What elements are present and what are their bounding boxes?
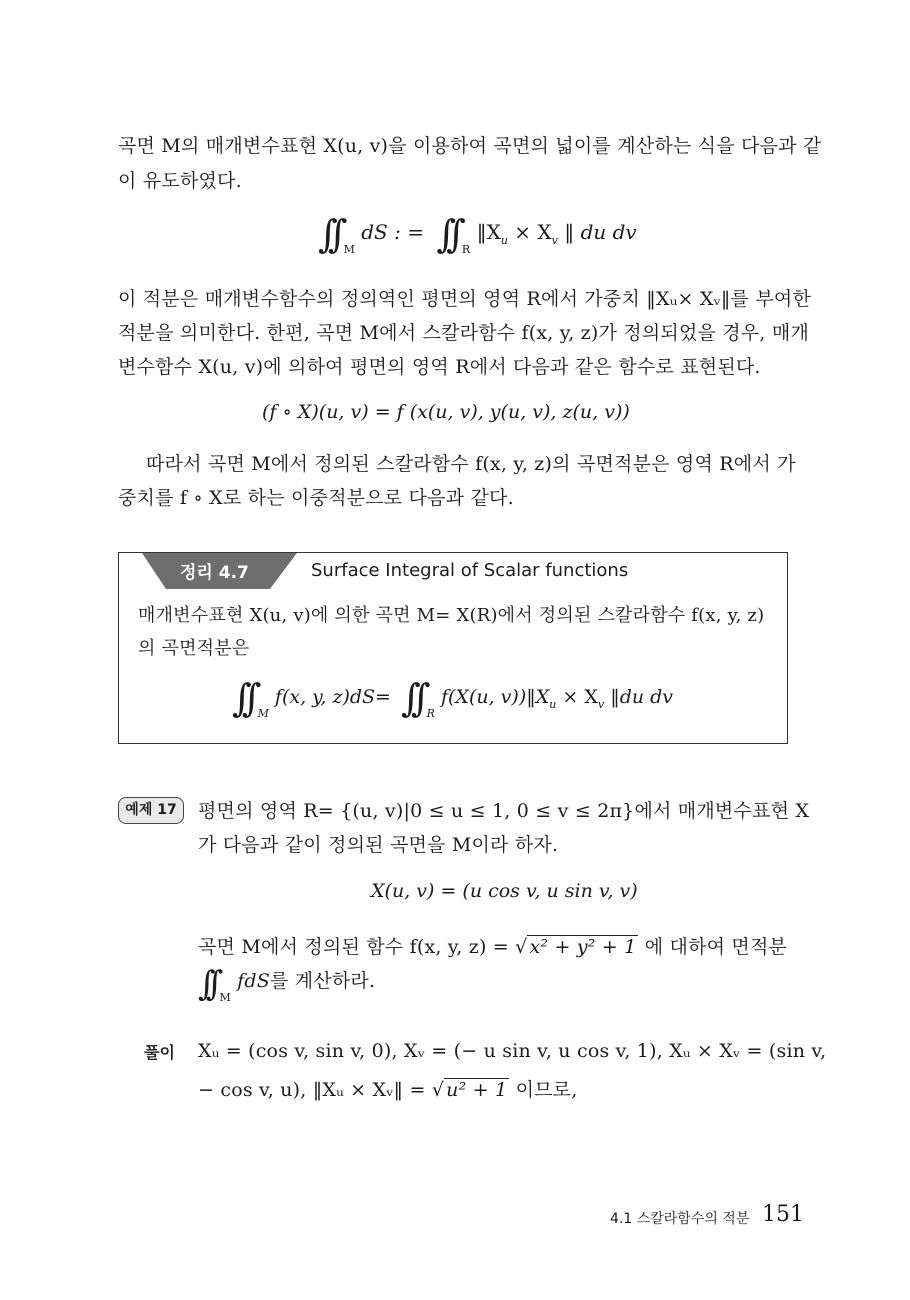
example-line-4-suffix: 를 계산하라. — [269, 970, 376, 992]
integral-subscript: R — [426, 707, 435, 720]
theorem-title: Surface Integral of Scalar functions — [311, 560, 629, 581]
theorem-equation — [232, 676, 673, 720]
cross-product: × X — [562, 686, 598, 708]
example-line-2: 가 다음과 같이 정의된 곡면을 M이라 하자. — [198, 834, 559, 856]
paragraph-3-line-2: 중치를 f ∘ X로 하는 이중적분으로 다음과 같다. — [118, 487, 514, 509]
paragraph-1-line-1: 곡면 M의 매개변수표현 X(u, v)을 이용하여 곡면의 넓이를 계산하는 식을 다음과 같 — [118, 135, 822, 157]
double-integral-symbol: ∫∫ — [401, 676, 421, 720]
double-integral-symbol: ∫∫ — [318, 212, 338, 256]
double-integral-symbol: ∫∫ — [436, 212, 456, 256]
double-integral-symbol: ∫∫ — [198, 964, 214, 1004]
integral-subscript: M — [219, 991, 231, 1004]
subscript-u: u — [549, 697, 557, 711]
integral-subscript: M — [257, 707, 269, 720]
paragraph-2-line-2: 적분을 의미한다. 한편, 곡면 M에서 스칼라함수 f(x, y, z)가 정의되었을 경우, 매개 — [118, 322, 809, 344]
example-line-3-suffix: 에 대하여 면적분 — [644, 936, 788, 958]
solution-line-1: Xᵤ = (cos v, sin v, 0), Xᵥ = (− u sin v, u cos v, 1), Xᵤ × Xᵥ = (sin v, — [198, 1040, 827, 1062]
solution-label: 풀이 — [144, 1043, 175, 1062]
example-line-3-prefix: 곡면 M에서 정의된 함수 f(x, y, z) = — [198, 936, 509, 958]
paragraph-2-line-3: 변수함수 X(u, v)에 의하여 평면의 영역 R에서 다음과 같은 함수로 표현된다. — [118, 356, 761, 378]
double-integral-symbol: ∫∫ — [232, 676, 252, 720]
sqrt-expression: x² + y² + 1 — [529, 936, 637, 958]
norm-open: ‖X — [476, 220, 501, 244]
sqrt-expression: u² + 1 — [446, 1079, 508, 1101]
norm-close: ‖du dv — [610, 686, 674, 708]
paragraph-1-line-2: 이 유도하였다. — [118, 170, 242, 192]
solution-line-2-prefix: − cos v, u), ‖Xᵤ × Xᵥ‖ = — [198, 1079, 426, 1101]
cross-product: × X — [514, 220, 552, 244]
paragraph-3-line-1: 따라서 곡면 M에서 정의된 스칼라함수 f(x, y, z)의 곡면적분은 영역 R에서 가 — [146, 453, 796, 475]
theorem-equation-lhs: f(x, y, z)dS= — [274, 686, 391, 708]
equation-composition: (f ∘ X)(u, v) = f (x(u, v), y(u, v), z(u, v)) — [262, 401, 630, 423]
theorem-tag: 정리 4.7 — [180, 563, 249, 583]
integral-subscript: M — [343, 243, 355, 256]
subscript-v: v — [597, 697, 605, 711]
solution-line-2: − cos v, u), ‖Xᵤ × Xᵥ‖ = √ u² + 1 이므로, — [198, 1079, 578, 1101]
subscript-u: u — [500, 234, 508, 247]
footer-section-title: 4.1 스칼라함수의 적분 — [610, 1211, 750, 1227]
example-line-1: 평면의 영역 R= {(u, v)|0 ≤ u ≤ 1, 0 ≤ v ≤ 2π}에서 매개변수표현 X — [198, 800, 810, 822]
example-badge: 예제 17 — [118, 797, 184, 824]
theorem-line-1: 매개변수표현 X(u, v)에 의한 곡면 M= X(R)에서 정의된 스칼라함수 f(x, y, z) — [138, 605, 765, 626]
integral-subscript: R — [461, 243, 471, 256]
theorem-line-2: 의 곡면적분은 — [138, 638, 250, 659]
example-line-3: 곡면 M에서 정의된 함수 f(x, y, z) = √ x² + y² + 1 에 대하여 면적분 — [198, 936, 788, 958]
equation-lhs: dS : = — [361, 220, 424, 244]
theorem-equation-rhs: f(X(u, v))‖X — [440, 686, 550, 708]
equation-surface-area — [318, 212, 637, 256]
solution-line-2-suffix: 이므로, — [515, 1079, 578, 1101]
example-line-4 — [198, 964, 376, 1008]
norm-close: ‖ du dv — [564, 220, 637, 244]
subscript-v: v — [551, 234, 558, 247]
integrand: fdS — [237, 970, 270, 992]
page-number: 151 — [762, 1202, 804, 1227]
paragraph-2-line-1: 이 적분은 매개변수함수의 정의역인 평면의 영역 R에서 가중치 ‖Xᵤ× Xᵥ‖를 부여한 — [118, 288, 811, 310]
example-equation: X(u, v) = (u cos v, u sin v, v) — [371, 880, 638, 902]
